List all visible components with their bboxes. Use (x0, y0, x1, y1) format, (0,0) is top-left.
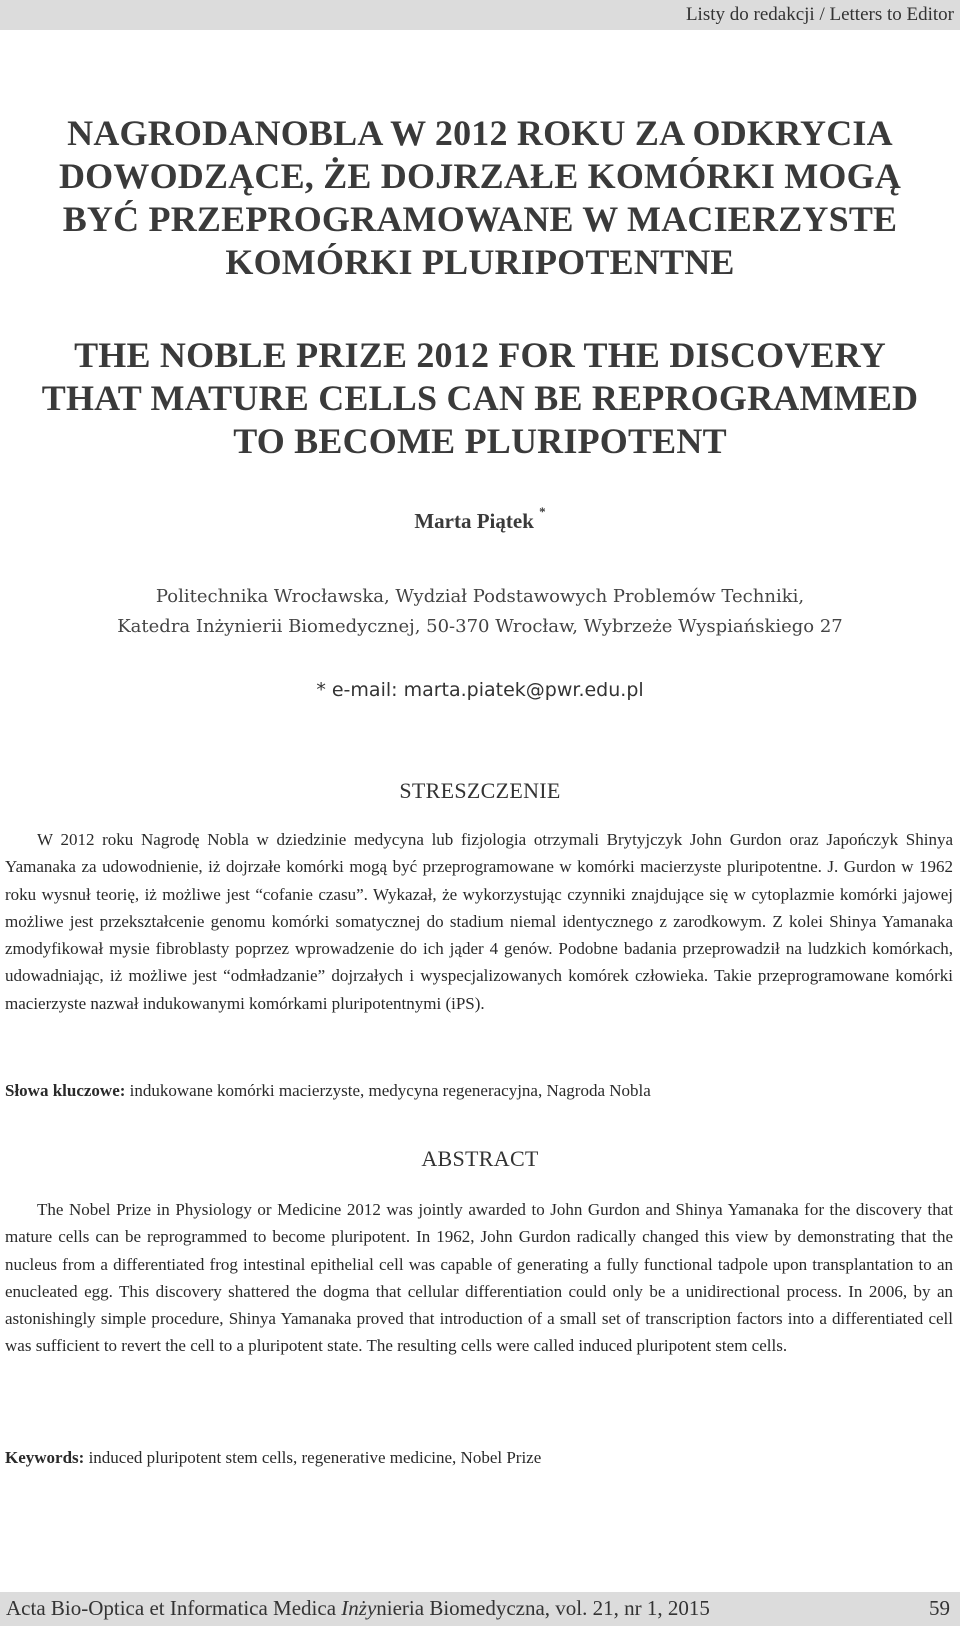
author-name: Marta Piątek (414, 509, 534, 533)
title-line: TO BECOME PLURIPOTENT (233, 421, 727, 461)
abstract-heading-polish: STRESZCZENIE (399, 778, 561, 803)
author (0, 504, 960, 534)
author-email: * e-mail: marta.piatek@pwr.edu.pl (316, 679, 644, 701)
affiliation-line: Politechnika Wrocławska, Wydział Podstawowych Problemów Techniki, (155, 586, 805, 607)
author-footnote-mark: * (539, 504, 546, 519)
keywords-list: indukowane komórki macierzyste, medycyna regeneracyjna, Nagroda Nobla (125, 1081, 651, 1100)
title-line: THAT MATURE CELLS CAN BE REPROGRAMMED (41, 378, 919, 418)
keywords-polish (5, 1081, 953, 1101)
title-line: NAGRODANOBLA W 2012 ROKU ZA ODKRYCIA (67, 113, 893, 153)
title-line: BYĆ PRZEPROGRAMOWANE W MACIERZYSTE (62, 199, 898, 239)
keywords-label: Keywords: (5, 1448, 85, 1467)
abstract-text-english: The Nobel Prize in Physiology or Medicine 2012 was jointly awarded to John Gurdon and Shinya Yamanaka for the discovery that mature cells can be reprogrammed to become pluripotent. In 1962, John Gurdon radically changed this view by demonstrating that the nucleus from a differentiated frog intestinal epithelial cell was capable of generating a fully functional tadpole upon transplantation to an enucleated egg. This discovery shattered the dogma that cellular differentiation could only be a unidirectional process. In 2006, by an astonishingly simple procedure, Shinya Yamanaka proved that introduction of a small set of transcription factors into a differentiated cell was sufficient to revert the cell to a pluripotent state. The resulting cells were called induced pluripotent stem cells. (5, 1200, 953, 1356)
title-polish (0, 112, 960, 284)
journal-name-italic: Inży (341, 1596, 377, 1620)
abstract-heading-english: ABSTRACT (421, 1146, 539, 1171)
abstract-text-polish: W 2012 roku Nagrodę Nobla w dziedzinie medycyna lub fizjologia otrzymali Brytyjczyk John Gurdon oraz Japończyk Shinya Yamanaka za udowodnienie, iż dojrzałe komórki mogą być przeprogramowane w komórki macierzyste pluripotentne. J. Gurdon w 1962 roku wysnuł teorię, iż możliwe jest “cofanie czasu”. Wykazał, że wykorzystując czynniki znajdujące się w cytoplazmie komórki jajowej możliwe jest przekształcenie genomu komórki somatycznej do stadium niemal identycznego z zarodkowym. Z kolei Shinya Yamanaka zmodyfikował mysie fibroblasty poprzez wprowadzenie do ich jąder 4 genów. Podobne badania przeprowadził na ludzkich komórkach, udowadniając, iż możliwe jest “odmładzanie” dojrzałych i wyspecjalizowanych komórek człowieka. Takie przeprogramowane komórki macierzyste nazwał indukowanymi komórkami pluripotentnymi (iPS). (5, 830, 953, 1013)
title-line: DOWODZĄCE, ŻE DOJRZAŁE KOMÓRKI MOGĄ (58, 156, 902, 196)
running-header (0, 0, 960, 30)
page-number: 59 (929, 1596, 950, 1620)
keywords-english (5, 1448, 953, 1468)
keywords-label: Słowa kluczowe: (5, 1081, 126, 1100)
title-line: THE NOBLE PRIZE 2012 FOR THE DISCOVERY (74, 335, 886, 375)
journal-volume: nieria Biomedyczna, vol. 21, nr 1, 2015 (376, 1596, 710, 1620)
journal-citation (6, 1596, 710, 1621)
title-english (0, 334, 960, 463)
journal-name: Acta Bio-Optica et Informatica Medica (6, 1596, 342, 1620)
keywords-list: induced pluripotent stem cells, regenerative medicine, Nobel Prize (84, 1448, 542, 1467)
running-footer (0, 1592, 960, 1626)
affiliation (0, 582, 960, 642)
title-line: KOMÓRKI PLURIPOTENTNE (225, 242, 735, 282)
running-header-text: Listy do redakcji / Letters to Editor (685, 4, 954, 25)
affiliation-line: Katedra Inżynierii Biomedycznej, 50-370 Wrocław, Wybrzeże Wyspiańskiego 27 (117, 616, 843, 637)
